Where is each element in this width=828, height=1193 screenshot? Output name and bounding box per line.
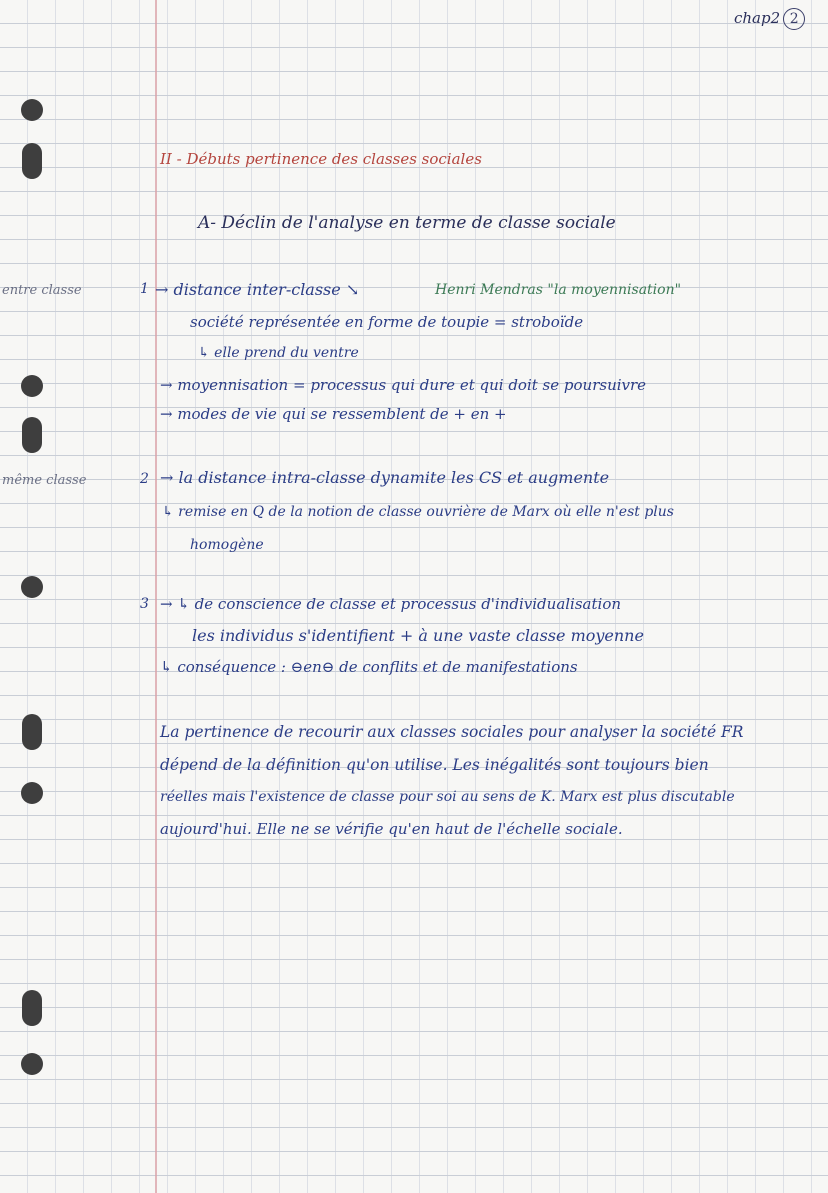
point-1-line-1: → distance inter-classe ↘: [155, 280, 360, 299]
chapter-text: chap2: [734, 9, 781, 27]
point-2-number: 2: [140, 471, 149, 487]
binder-hole: [22, 417, 42, 453]
point-2-line-3: homogène: [190, 537, 264, 553]
point-1-line-4: → moyennisation = processus qui dure et qui doit se poursuivre: [160, 376, 647, 394]
binder-hole: [21, 782, 43, 804]
point-1-line-3: ↳ elle prend du ventre: [198, 345, 359, 361]
conclusion-line-3: réelles mais l'existence de classe pour soi au sens de K. Marx est plus discutable: [160, 789, 735, 805]
margin-note-meme-classe: même classe: [2, 473, 87, 488]
point-3-line-1: → ↳ de conscience de classe et processus d'individualisation: [160, 595, 622, 613]
margin-line: [155, 0, 157, 1193]
binder-hole: [21, 1053, 43, 1075]
point-3-number: 3: [140, 596, 149, 612]
binder-hole: [21, 375, 43, 397]
point-2-line-1: → la distance intra-classe dynamite les CS et augmente: [160, 468, 610, 487]
point-1-line-5: → modes de vie qui se ressemblent de + en +: [160, 405, 507, 423]
margin-note-entre-classe: entre classe: [2, 283, 82, 298]
point-1-author: Henri Mendras "la moyennisation": [435, 282, 682, 298]
point-2-line-2: ↳ remise en Q de la notion de classe ouvrière de Marx où elle n'est plus: [162, 504, 674, 520]
point-3-line-2: les individus s'identifient + à une vaste classe moyenne: [192, 626, 644, 645]
binder-hole: [22, 143, 42, 179]
chapter-label: [734, 8, 805, 30]
binder-hole: [21, 99, 43, 121]
point-1-line-2: société représentée en forme de toupie = stroboïde: [190, 313, 584, 331]
binder-hole: [22, 990, 42, 1026]
page-number: 2: [783, 8, 805, 30]
conclusion-line-2: dépend de la définition qu'on utilise. Les inégalités sont toujours bien: [160, 756, 709, 774]
binder-hole: [22, 714, 42, 750]
conclusion-line-1: La pertinence de recourir aux classes sociales pour analyser la société FR: [160, 723, 744, 741]
section-title: II - Débuts pertinence des classes sociales: [160, 150, 482, 168]
point-3-line-3: ↳ conséquence : ⊖en⊖ de conflits et de manifestations: [160, 658, 578, 676]
point-1-number: 1: [140, 281, 149, 297]
binder-hole: [21, 576, 43, 598]
subsection-title: A- Déclin de l'analyse en terme de classe sociale: [198, 213, 616, 233]
conclusion-line-4: aujourd'hui. Elle ne se vérifie qu'en haut de l'échelle sociale.: [160, 820, 623, 838]
